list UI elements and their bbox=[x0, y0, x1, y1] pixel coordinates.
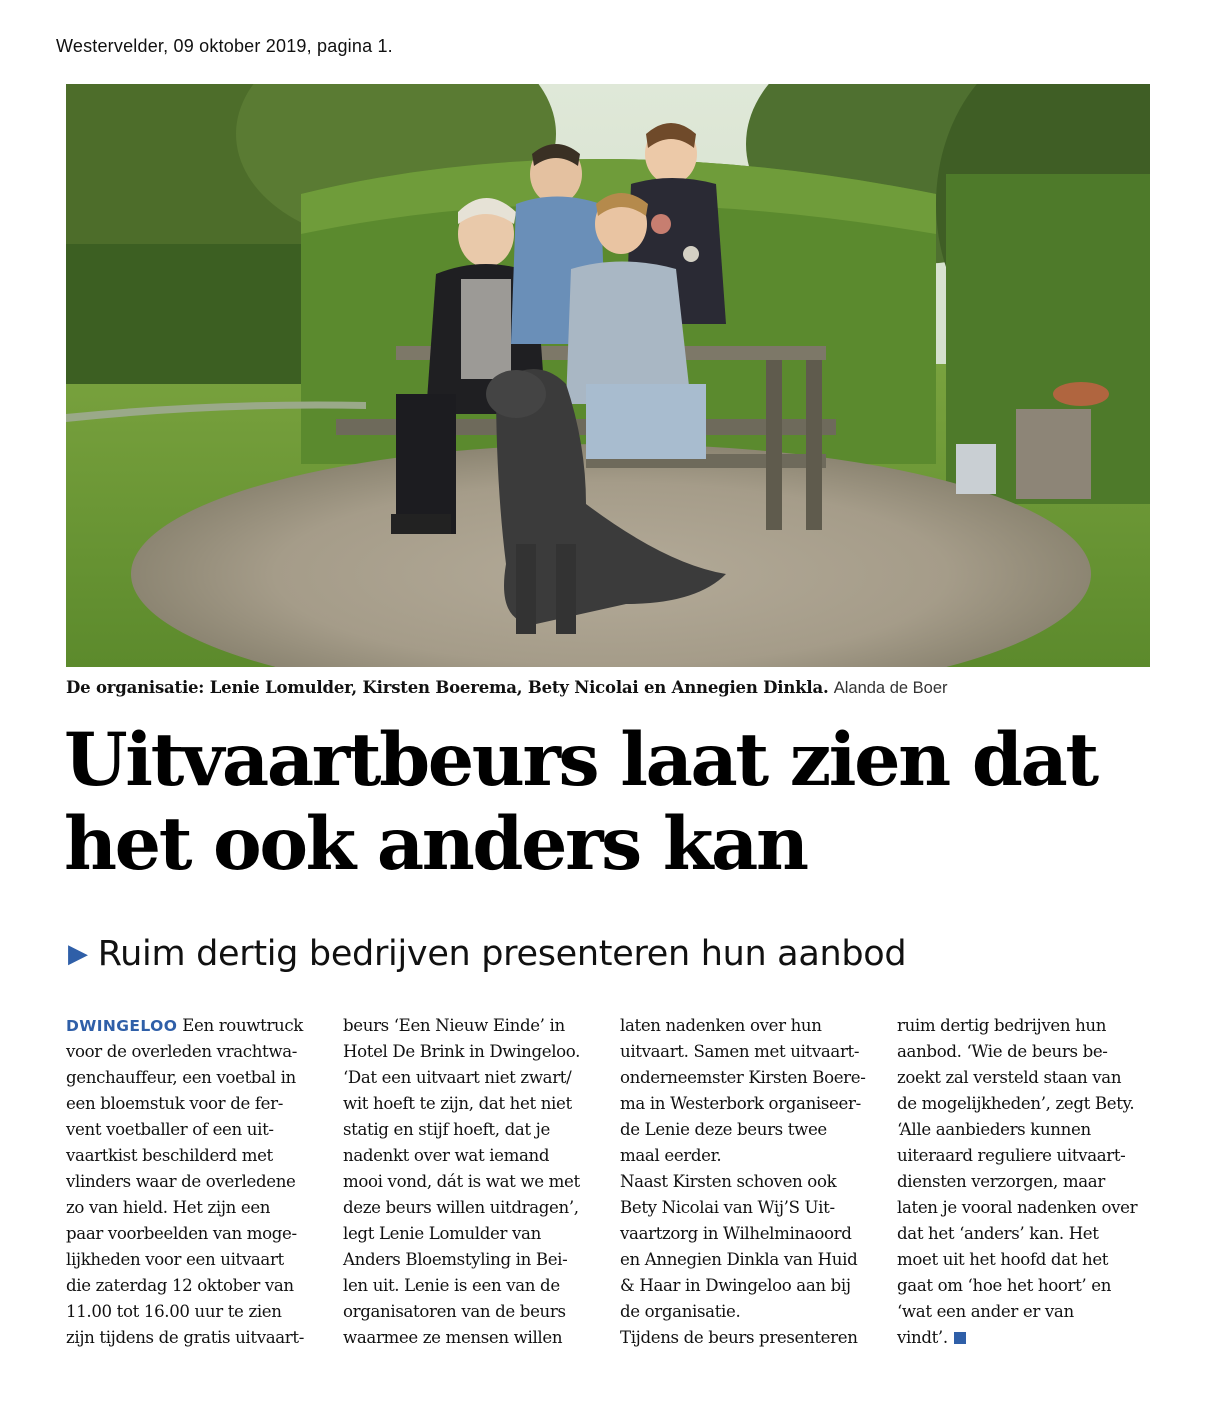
text-line: waarmee ze mensen willen bbox=[343, 1328, 563, 1347]
text-line: vaartzorg in Wilhelminaoord bbox=[620, 1224, 852, 1243]
text-line: de Lenie deze beurs twee bbox=[620, 1120, 827, 1139]
end-square-icon bbox=[954, 1332, 966, 1344]
text-line: Naast Kirsten schoven ook bbox=[620, 1172, 837, 1191]
text-line: deze beurs willen uitdragen’, bbox=[343, 1198, 579, 1217]
photo-credit: Alanda de Boer bbox=[833, 679, 948, 697]
text-line: vent voetballer of een uit- bbox=[66, 1120, 274, 1139]
subheadline-text: Ruim dertig bedrijven presenteren hun aanbod bbox=[97, 934, 907, 974]
dateline: DWINGELOO bbox=[66, 1017, 178, 1035]
text-line: gaat om ‘hoe het hoort’ en bbox=[897, 1276, 1112, 1295]
text-line: vaartkist beschilderd met bbox=[66, 1146, 273, 1165]
column-2-text bbox=[343, 1013, 605, 1351]
text-line: uiteraard reguliere uitvaart- bbox=[897, 1146, 1126, 1165]
text-line: Tijdens de beurs presenteren bbox=[620, 1328, 858, 1347]
text-line: genchauffeur, een voetbal in bbox=[66, 1068, 296, 1087]
text-line: & Haar in Dwingeloo aan bij bbox=[620, 1276, 851, 1295]
text-line: ‘wat een ander er van bbox=[897, 1302, 1074, 1321]
column-4-text bbox=[897, 1013, 1159, 1351]
column-1-text bbox=[66, 1013, 328, 1351]
text-line: len uit. Lenie is een van de bbox=[343, 1276, 560, 1295]
text-line: maal eerder. bbox=[620, 1146, 722, 1165]
text-line: ‘Alle aanbieders kunnen bbox=[897, 1120, 1091, 1139]
text-line: diensten verzorgen, maar bbox=[897, 1172, 1105, 1191]
text-line: legt Lenie Lomulder van bbox=[343, 1224, 541, 1243]
text-line: Bety Nicolai van Wij’S Uit- bbox=[620, 1198, 835, 1217]
text-line: zoekt zal versteld staan van bbox=[897, 1068, 1122, 1087]
text-line: aanbod. ‘Wie de beurs be- bbox=[897, 1042, 1108, 1061]
text-line: mooi vond, dát is wat we met bbox=[343, 1172, 580, 1191]
text-line: paar voorbeelden van moge- bbox=[66, 1224, 297, 1243]
text-line: ma in Westerbork organiseer- bbox=[620, 1094, 861, 1113]
headline-line-1: Uitvaartbeurs laat zien dat bbox=[64, 717, 1097, 803]
article-photo bbox=[66, 84, 1150, 667]
article-column-2 bbox=[343, 1013, 605, 1351]
text-line: Hotel De Brink in Dwingeloo. bbox=[343, 1042, 581, 1061]
text-line: de mogelijkheden’, zegt Bety. bbox=[897, 1094, 1135, 1113]
text-line: beurs ‘Een Nieuw Einde’ in bbox=[343, 1016, 565, 1035]
text-line: 11.00 tot 16.00 uur te zien bbox=[66, 1302, 282, 1321]
triangle-right-icon: ▶ bbox=[68, 939, 88, 969]
caption-text: De organisatie: Lenie Lomulder, Kirsten Boerema, Bety Nicolai en Annegien Dinkla. bbox=[66, 678, 829, 697]
source-line: Westervelder, 09 oktober 2019, pagina 1. bbox=[56, 36, 393, 56]
text-line: ‘Dat een uitvaart niet zwart/ bbox=[343, 1068, 572, 1087]
text-line: zo van hield. Het zijn een bbox=[66, 1198, 271, 1217]
text-line: een bloemstuk voor de fer- bbox=[66, 1094, 283, 1113]
text-line: nadenkt over wat iemand bbox=[343, 1146, 550, 1165]
text-line: uitvaart. Samen met uitvaart- bbox=[620, 1042, 860, 1061]
text-line: organisatoren van de beurs bbox=[343, 1302, 566, 1321]
text-line: laten nadenken over hun bbox=[620, 1016, 822, 1035]
article-column-1 bbox=[66, 1013, 328, 1351]
headline-line-2: het ook anders kan bbox=[64, 801, 807, 887]
text-line: en Annegien Dinkla van Huid bbox=[620, 1250, 858, 1269]
text-line: DWINGELOO Een rouwtruck bbox=[66, 1016, 304, 1035]
text-line: zijn tijdens de gratis uitvaart- bbox=[66, 1328, 304, 1347]
text-line: vlinders waar de overledene bbox=[66, 1172, 296, 1191]
text-line: Anders Bloemstyling in Bei- bbox=[343, 1250, 568, 1269]
subheadline bbox=[68, 932, 1168, 976]
article-column-4 bbox=[897, 1013, 1159, 1351]
text-line: laten je vooral nadenken over bbox=[897, 1198, 1138, 1217]
text-line: die zaterdag 12 oktober van bbox=[66, 1276, 294, 1295]
photo-caption bbox=[66, 677, 1156, 699]
text-line: ruim dertig bedrijven hun bbox=[897, 1016, 1107, 1035]
text-line: dat het ‘anders’ kan. Het bbox=[897, 1224, 1099, 1243]
text-line: moet uit het hoofd dat het bbox=[897, 1250, 1109, 1269]
column-3-text bbox=[620, 1013, 882, 1351]
article-column-3 bbox=[620, 1013, 882, 1351]
text-line: statig en stijf hoeft, dat je bbox=[343, 1120, 550, 1139]
text-line: de organisatie. bbox=[620, 1302, 741, 1321]
text-line: vindt’. bbox=[897, 1325, 1159, 1351]
text-line: voor de overleden vrachtwa- bbox=[66, 1042, 298, 1061]
headline bbox=[64, 718, 1174, 886]
text-line: lijkheden voor een uitvaart bbox=[66, 1250, 284, 1269]
text-line: wit hoeft te zijn, dat het niet bbox=[343, 1094, 572, 1113]
text-line: onderneemster Kirsten Boere- bbox=[620, 1068, 866, 1087]
